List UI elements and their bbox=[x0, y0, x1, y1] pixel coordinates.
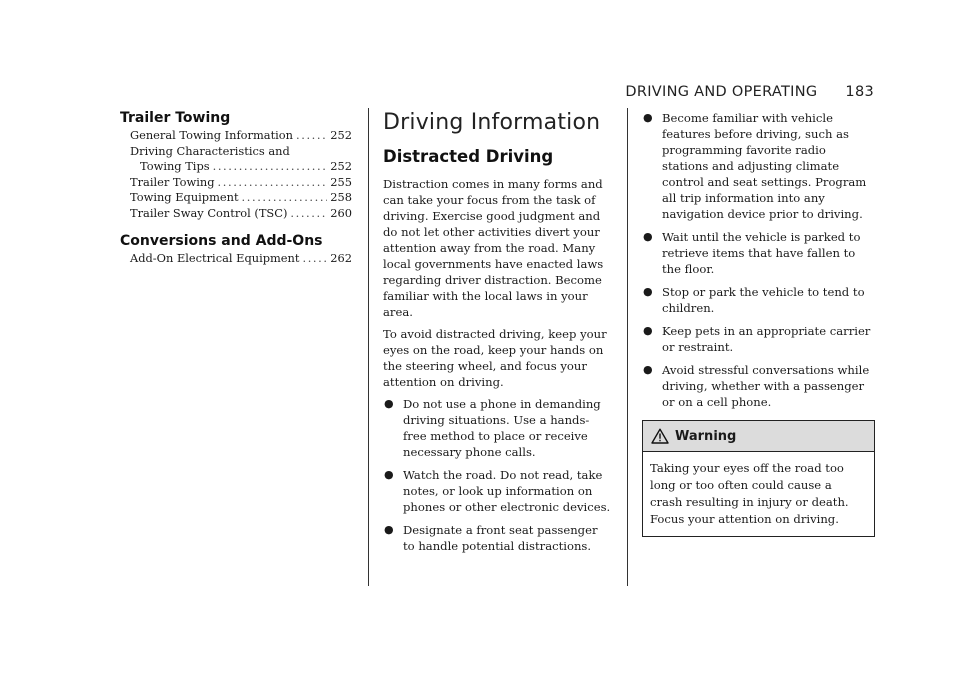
running-header bbox=[625, 84, 874, 100]
list-item: ● Wait until the vehicle is parked to retrieve items that have fallen to the floor. bbox=[643, 230, 861, 276]
list-item: ● Watch the road. Do not read, take notes, or look up information on phones or other electronic devices. bbox=[384, 468, 611, 514]
right-column bbox=[642, 110, 875, 537]
toc-column bbox=[120, 110, 352, 267]
column-divider bbox=[627, 108, 628, 586]
bullet-icon: ● bbox=[643, 111, 653, 124]
bullet-icon: ● bbox=[643, 324, 653, 337]
section-title: Driving Information bbox=[383, 110, 601, 135]
bullet-icon: ● bbox=[643, 230, 653, 243]
toc-list bbox=[120, 251, 352, 267]
toc-entry-continuation[interactable]: Towing Tips ..... 252 bbox=[130, 159, 352, 175]
toc-heading-conversions: Conversions and Add-Ons bbox=[120, 233, 323, 249]
list-item: ● Designate a front seat passenger to handle potential distractions. bbox=[384, 523, 598, 553]
bullet-icon: ● bbox=[384, 523, 394, 536]
list-item: ● Become familiar with vehicle features before driving, such as programming favorite radio stations and adjusting climate control and seat settings. Program all trip information into any navigation device prior to driving. bbox=[643, 111, 867, 221]
list-item: ● Do not use a phone in demanding driving situations. Use a hands-free method to place or receive necessary phone calls. bbox=[384, 397, 601, 459]
page-number: 183 bbox=[845, 84, 874, 100]
toc-entry[interactable]: Add-On Electrical Equipment ..... 262 bbox=[130, 251, 352, 267]
warning-header bbox=[643, 421, 874, 452]
warning-title: Warning bbox=[675, 428, 737, 444]
bullet-icon: ● bbox=[384, 397, 394, 410]
column-divider bbox=[368, 108, 369, 586]
toc-heading-trailer-towing: Trailer Towing bbox=[120, 110, 231, 126]
list-item: ● Avoid stressful conversations while driving, whether with a passenger or on a cell phone. bbox=[643, 363, 870, 409]
body-paragraph: To avoid distracted driving, keep your eyes on the road, keep your hands on the steering wheel, and focus your attention on driving. bbox=[383, 327, 607, 389]
toc-entry[interactable]: Driving Characteristics and bbox=[130, 143, 290, 158]
toc-entry[interactable]: Trailer Towing ..... 255 bbox=[130, 175, 352, 191]
warning-triangle-icon bbox=[651, 428, 669, 444]
toc-entry[interactable]: Towing Equipment ..... 258 bbox=[130, 190, 352, 206]
toc-entry[interactable]: General Towing Information ..... 252 bbox=[130, 128, 352, 144]
bullet-list bbox=[642, 110, 875, 410]
bullet-icon: ● bbox=[643, 363, 653, 376]
warning-box bbox=[642, 420, 875, 537]
toc-entry[interactable]: Trailer Sway Control (TSC) ..... 260 bbox=[130, 206, 352, 222]
bullet-icon: ● bbox=[643, 285, 653, 298]
list-item: ● Keep pets in an appropriate carrier or restraint. bbox=[643, 324, 871, 354]
warning-text: Taking your eyes off the road too long or too often could cause a crash resulting in injury or death. Focus your attention on driving. bbox=[650, 461, 849, 526]
header-section: DRIVING AND OPERATING bbox=[625, 84, 818, 100]
list-item: ● Stop or park the vehicle to tend to children. bbox=[643, 285, 865, 315]
bullet-list bbox=[383, 396, 611, 554]
main-column bbox=[383, 110, 611, 561]
bullet-icon: ● bbox=[384, 468, 394, 481]
subsection-title: Distracted Driving bbox=[383, 147, 554, 166]
toc-list bbox=[120, 128, 352, 221]
body-paragraph: Distraction comes in many forms and can take your focus from the task of driving. Exercise good judgment and do not let other activities divert your attention away from the road. Many local governments have enacted laws regarding driver distraction. Become familiar with the local laws in your area. bbox=[383, 177, 604, 319]
